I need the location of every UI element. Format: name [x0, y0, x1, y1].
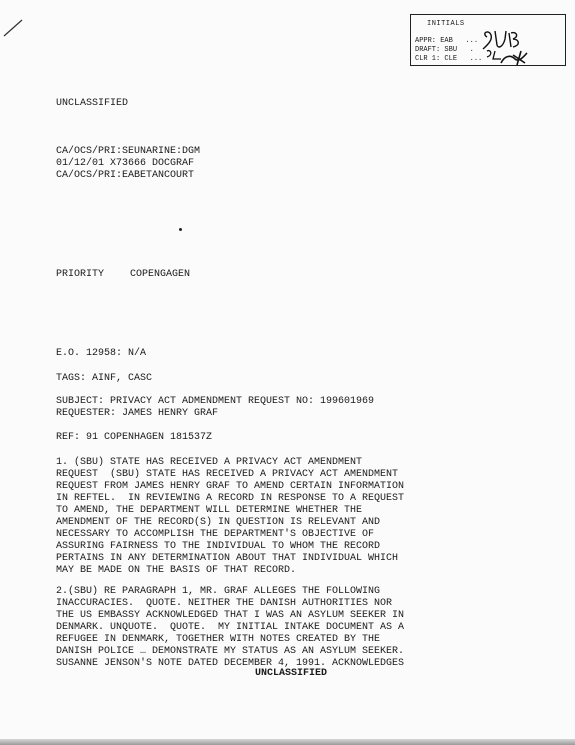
- pen-stroke-mark: [0, 0, 40, 40]
- stray-dot: [179, 228, 182, 231]
- destination: COPENGAGEN: [130, 269, 191, 280]
- page-bottom-edge: [0, 739, 575, 745]
- body-paragraph-2: 2.(SBU) RE PARAGRAPH 1, MR. GRAF ALLEGES THE FOLLOWING INACCURACIES. QUOTE. NEITHER THE DANISH AUTHORITIES NOR THE US EMBASSY ACKNOWLEDGED THAT I WAS AN ASYLUM SEEKER IN DENMARK. UNQUOTE. QUOTE. MY INITIAL INTAKE DOCUMENT AS A REFUGEE IN DENMARK, TOGETHER WITH NOTES CREATED BY THE DANISH POLICE … DEMONSTRATE MY STATUS AS AN ASYLUM SEEKER. SUSANNE JENSON'S NOTE DATED DECEMBER 4, 1991. ACKNOWLEDGES: [56, 586, 405, 669]
- eo-line: E.O. 12958: N/A: [56, 348, 147, 359]
- initials-box: [410, 14, 566, 66]
- body-paragraph-1: 1. (SBU) STATE HAS RECEIVED A PRIVACY ACT AMENDMENT REQUEST (SBU) STATE HAS RECEIVED A PRIVACY ACT AMENDMENT REQUEST FROM JAMES HENRY GRAF TO AMEND CERTAIN INFORMATION IN REFTEL. IN REVIEWING A RECORD IN RESPONSE TO A REQUEST TO AMEND, THE DEPARTMENT WILL DETERMINE WHETHER THE AMENDMENT OF THE RECORD(S) IN QUESTION IS RELEVANT AND NECESSARY TO ACCOMPLISH THE DEPARTMENT'S OBJECTIVE OF ASSURING FAIRNESS TO THE INDIVIDUAL TO WHOM THE RECORD PERTAINS IN ANY DETERMINATION ABOUT THAT INDIVIDUAL WHICH MAY BE MADE ON THE BASIS OF THAT RECORD.: [56, 457, 405, 576]
- date-line: 01/12/01 X73666 DOCGRAF: [56, 158, 195, 169]
- ref-line: REF: 91 COPENHAGEN 181537Z: [56, 432, 213, 443]
- footer-classification: UNCLASSIFIED: [255, 668, 328, 679]
- clearance-line: CA/OCS/PRI:EABETANCOURT: [56, 170, 195, 181]
- subject-line: SUBJECT: PRIVACY ACT ADMENDMENT REQUEST NO: 199601969: [56, 396, 375, 407]
- initials-row-appr: APPR: EAB ...: [415, 37, 479, 45]
- initials-title: INITIALS: [427, 20, 465, 28]
- handwritten-initials-signature: [471, 25, 561, 67]
- requester-line: REQUESTER: JAMES HENRY GRAF: [56, 408, 219, 419]
- initials-row-draft: DRAFT: SBU .: [415, 46, 474, 54]
- precedence: PRIORITY: [56, 269, 105, 280]
- tags-line: TAGS: AINF, CASC: [56, 373, 153, 384]
- header-classification: UNCLASSIFIED: [56, 98, 129, 109]
- initials-row-clr: CLR 1: CLE ...: [415, 55, 483, 63]
- drafter-line: CA/OCS/PRI:SEUNARINE:DGM: [56, 146, 201, 157]
